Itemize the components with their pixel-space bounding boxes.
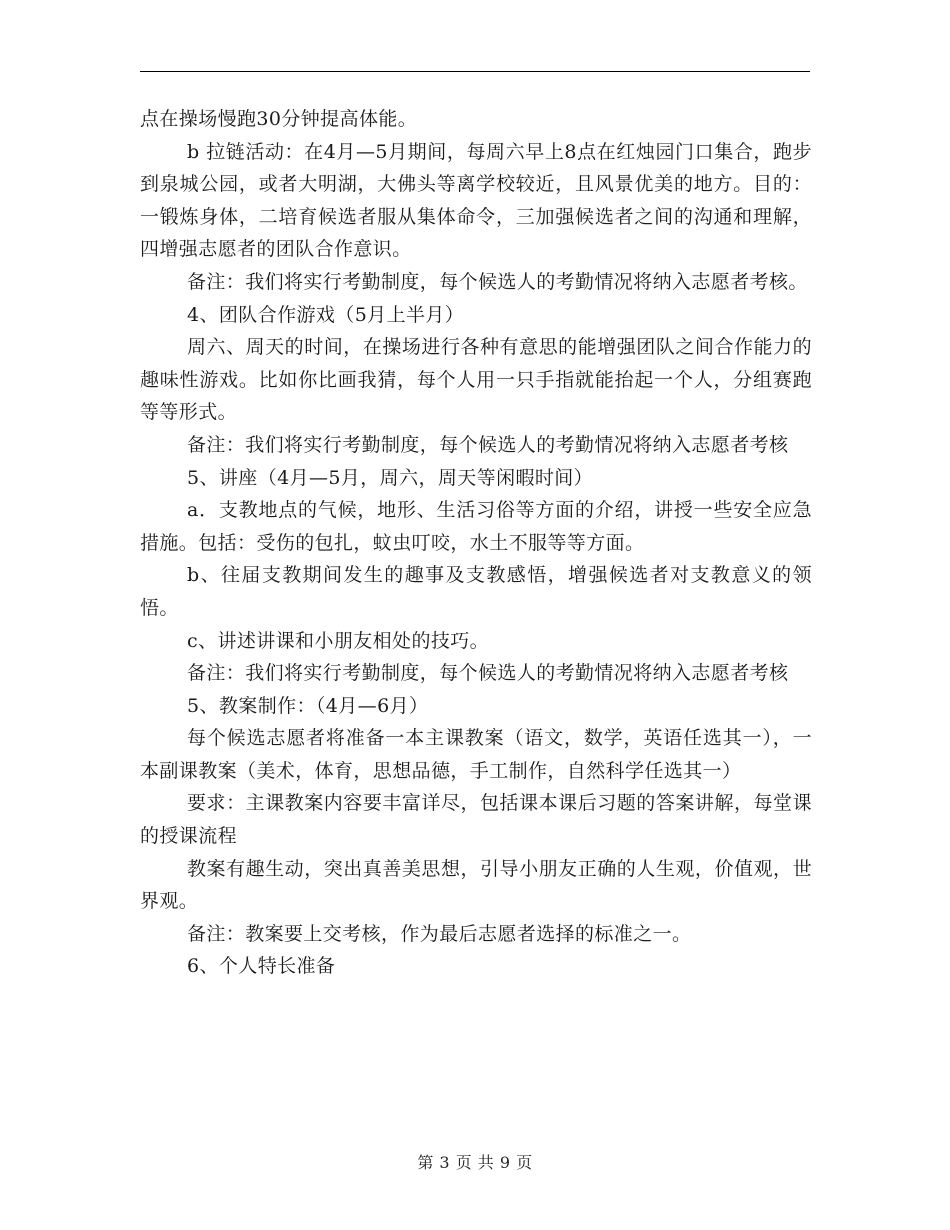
paragraph: a．支教地点的气候，地形、生活习俗等方面的介绍，讲授一些安全应急措施。包括：受伤的包扎，蚊虫叮咬，水土不服等等方面。: [140, 499, 812, 554]
paragraph: 点在操场慢跑30分钟提高体能。: [140, 108, 418, 130]
paragraph: 备注：我们将实行考勤制度，每个候选人的考勤情况将纳入志愿者考核。: [187, 270, 808, 293]
paragraph: b 拉链活动：在4月—5月期间，每周六早上8点在红烛园门口集合，跑步到泉城公园，或者大明湖，大佛头等离学校较近，且风景优美的地方。目的：一锻炼身体，二培育候选者服从集体命令，三加强候选者之间的沟通和理解，四增强志愿者的团队合作意识。: [140, 140, 812, 261]
header-rule: [140, 71, 810, 72]
paragraph: b、往届支教期间发生的趣事及支教感悟，增强候选者对支教意义的领悟。: [140, 564, 812, 619]
paragraph: 教案有趣生动，突出真善美思想，引导小朋友正确的人生观，价值观，世界观。: [140, 857, 812, 913]
page-number: 第 3 页 共 9 页: [417, 1153, 533, 1172]
paragraph: 周六、周天的时间，在操场进行各种有意思的能增强团队之间合作能力的趣味性游戏。比如你比画我猜，每个人用一只手指就能抬起一个人，分组赛跑等等形式。: [140, 336, 812, 424]
section-heading: 5、教案制作：（4月—6月）: [187, 694, 429, 717]
paragraph: 每个候选志愿者将准备一本主课教案（语文，数学，英语任选其一），一本副课教案（美术，体育，思想品德，手工制作，自然科学任选其一）: [140, 727, 812, 782]
section-heading: 6、个人特长准备: [187, 955, 336, 978]
paragraph: 要求：主课教案内容要丰富详尽，包括课本课后习题的答案讲解，每堂课的授课流程: [140, 792, 812, 848]
paragraph: c、讲述讲课和小朋友相处的技巧。: [187, 629, 490, 652]
paragraph: 备注：我们将实行考勤制度，每个候选人的考勤情况将纳入志愿者考核: [187, 662, 789, 685]
section-heading: 4、团队合作游戏（5月上半月）: [187, 303, 465, 326]
section-heading: 5、讲座（4月—5月，周六，周天等闲暇时间）: [187, 466, 594, 489]
paragraph: 备注：我们将实行考勤制度，每个候选人的考勤情况将纳入志愿者考核: [187, 433, 789, 456]
paragraph: 备注：教案要上交考核，作为最后志愿者选择的标准之一。: [187, 922, 692, 945]
document-body: [140, 103, 812, 983]
